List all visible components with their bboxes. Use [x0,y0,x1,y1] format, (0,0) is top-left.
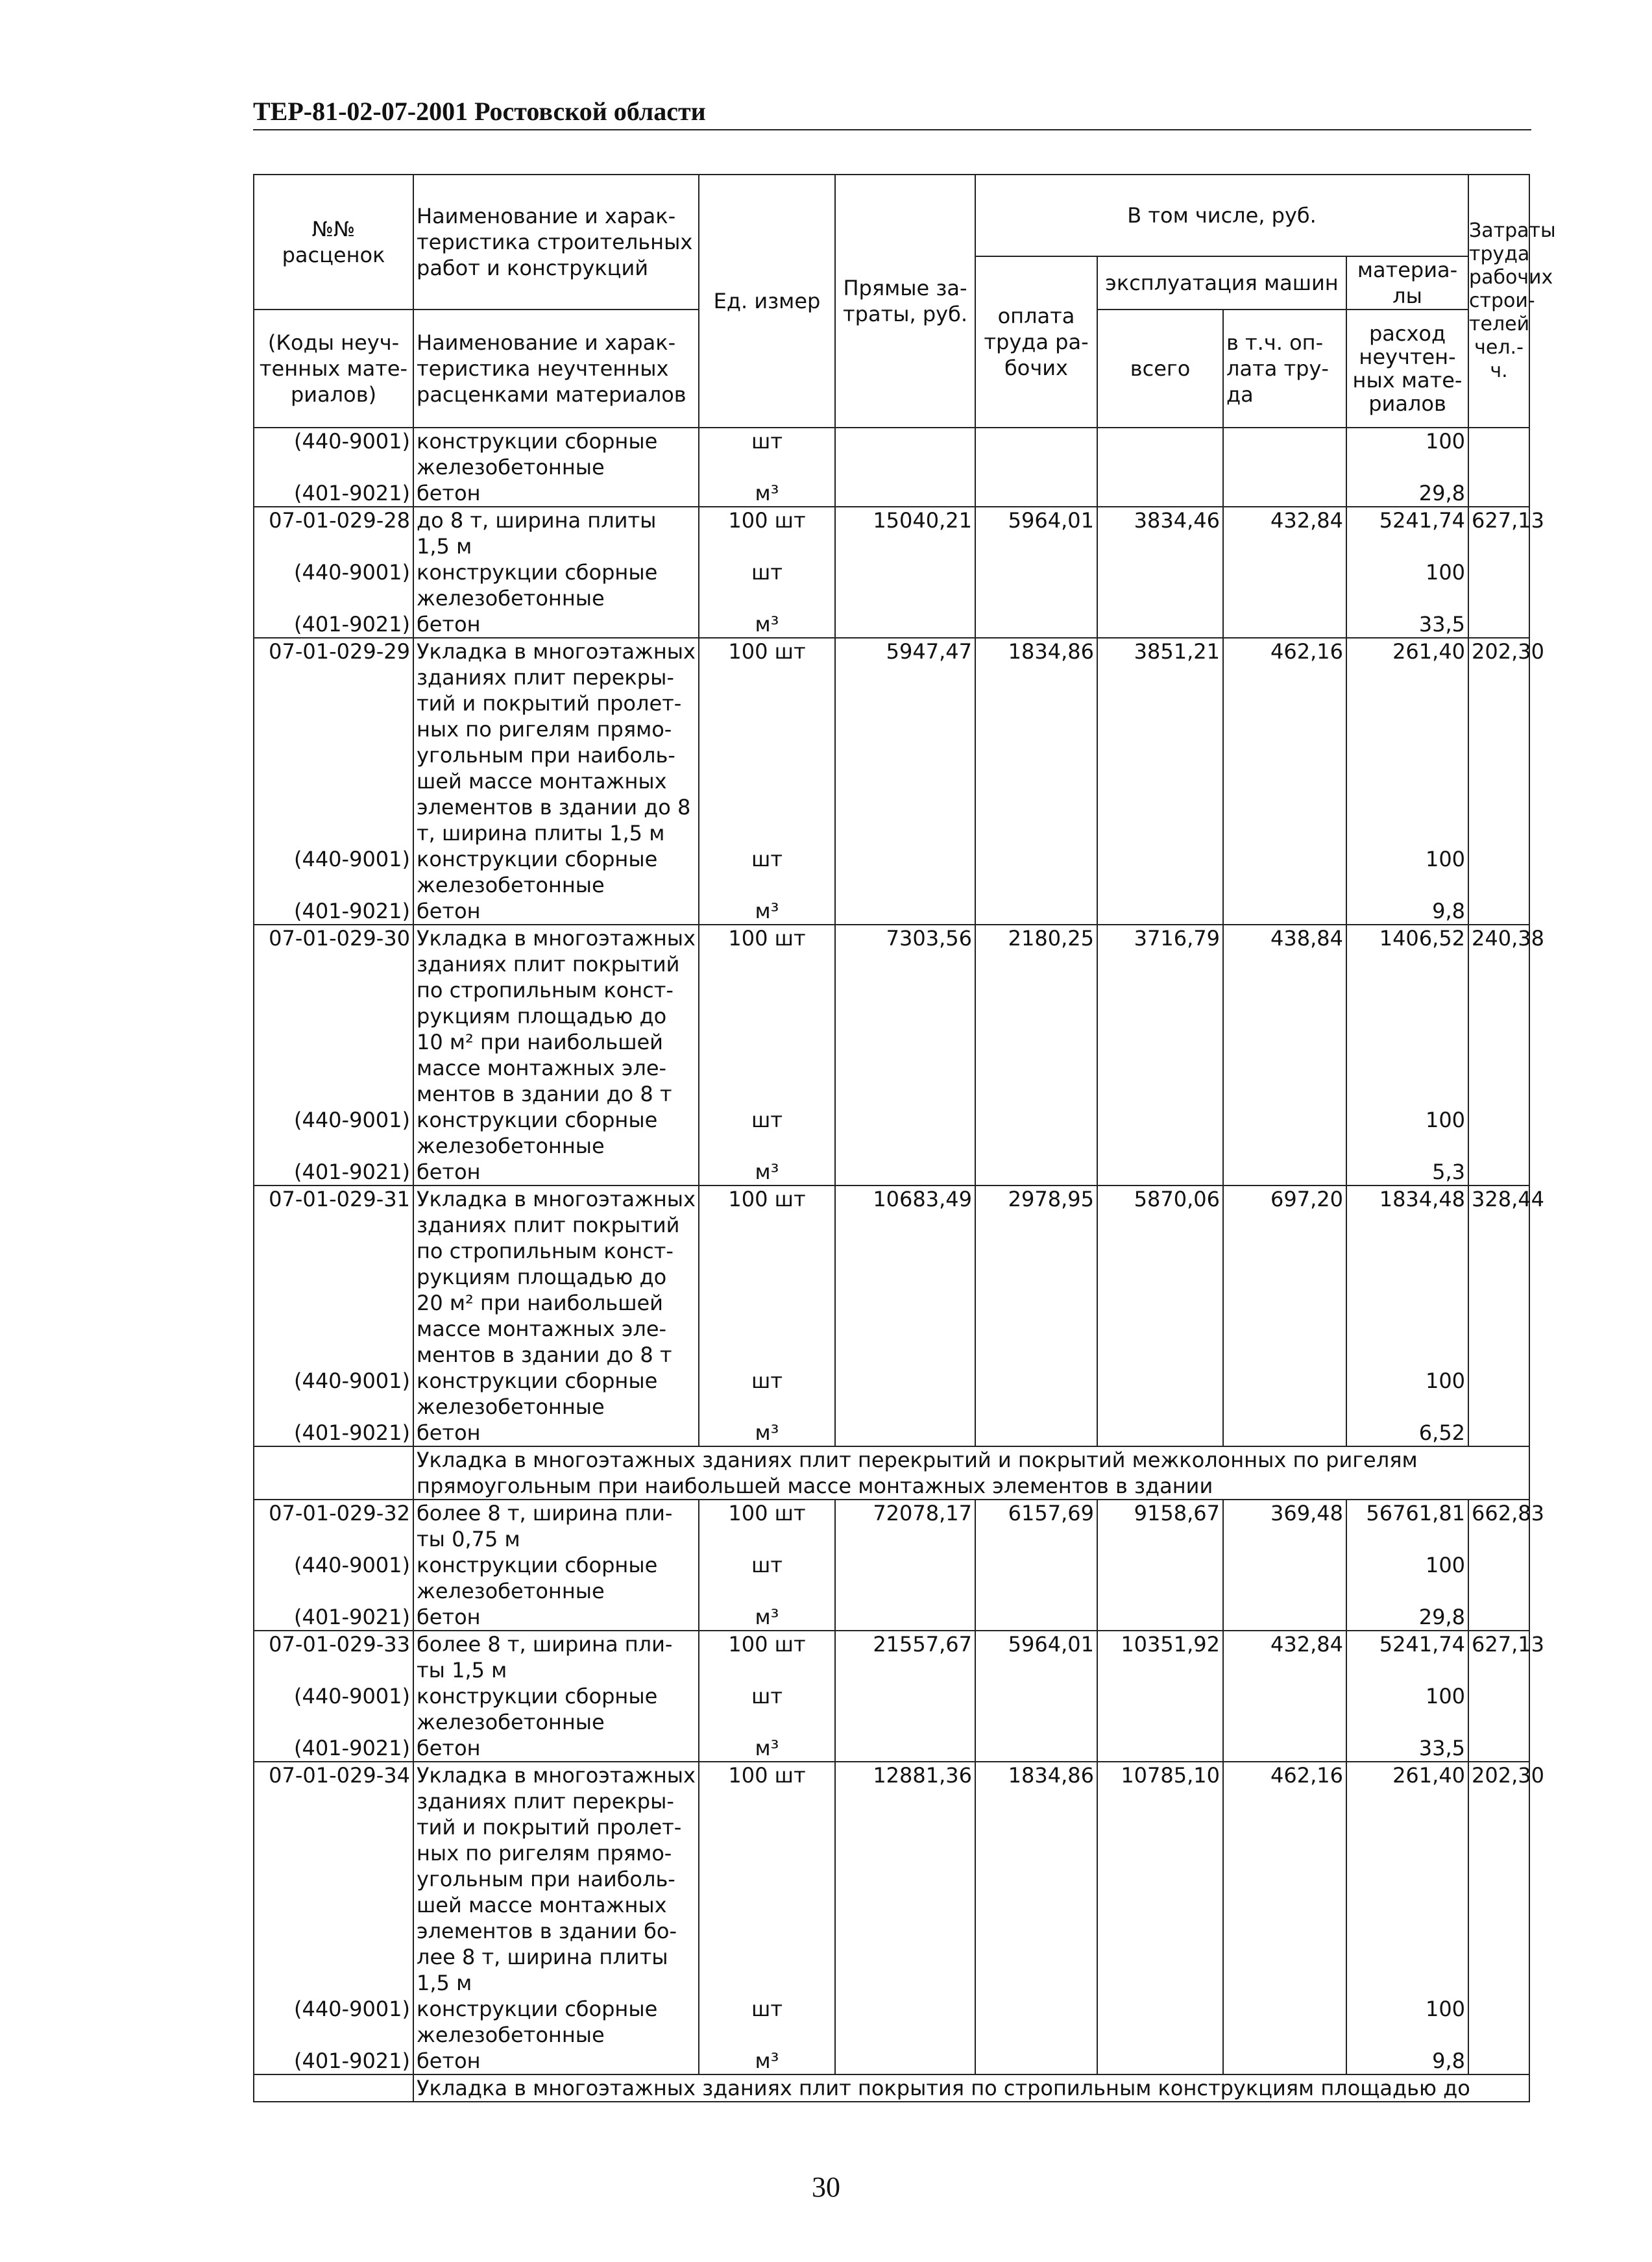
row-name: бетон [413,1159,699,1186]
row-labor-pay [975,1996,1097,2048]
row-name: бетон [413,2048,699,2074]
row-code: (440-9001) [254,1107,413,1159]
section-title: Укладка в многоэтажных зданиях плит покрытия по стропильным конструкциям площадью до [413,2074,1529,2102]
header-incl: В том числе, руб. [975,175,1468,256]
row-name: конструкции сборные железобетонные [413,1368,699,1420]
material-row [254,1735,1529,1762]
row-machines-labor [1223,1996,1346,2048]
row-direct-costs [835,480,975,507]
row-direct-costs: 7303,56 [835,925,975,1107]
row-direct-costs [835,2048,975,2074]
material-row [254,480,1529,507]
row-machines-labor [1223,1604,1346,1631]
row-labor-pay [975,480,1097,507]
row-machines-labor: 438,84 [1223,925,1346,1107]
row-direct-costs: 10683,49 [835,1186,975,1368]
row-labor-pay [975,1368,1097,1420]
section-row [254,2074,1529,2102]
row-code: 07-01-029-34 [254,1762,413,1996]
row-name: до 8 т, ширина плиты 1,5 м [413,507,699,559]
material-row [254,1996,1529,2048]
row-worker-hours [1468,1683,1529,1735]
header-materials: материа- лы [1346,256,1468,310]
row-name: Укладка в многоэтажных зданиях плит перекры- тий и покрытий пролет- ных по ригелям прямо- угольным при наиболь- шей массе монтажных элементов в здании до 8 т, ширина плиты 1,5 м [413,638,699,846]
header-name-main: Наименование и харак- теристика строительных работ и конструкций [413,175,699,310]
row-machines-labor [1223,1368,1346,1420]
row-worker-hours [1468,559,1529,611]
row-code: 07-01-029-32 [254,1500,413,1552]
row-machines-total [1097,1159,1223,1186]
row-direct-costs [835,1552,975,1604]
row-materials: 9,8 [1346,898,1468,925]
row-machines-total [1097,1107,1223,1159]
row-direct-costs [835,1735,975,1762]
material-row [254,1159,1529,1186]
row-direct-costs [835,428,975,480]
material-row [254,1107,1529,1159]
header-code-sub: (Коды неуч- тенных мате- риалов) [254,310,413,428]
row-machines-total [1097,1604,1223,1631]
row-direct-costs [835,1996,975,2048]
row-materials: 100 [1346,1996,1468,2048]
row-code: (401-9021) [254,1420,413,1446]
row-direct-costs [835,1683,975,1735]
row-labor-pay: 1834,86 [975,638,1097,846]
row-unit: м³ [699,1420,835,1446]
row-direct-costs [835,846,975,898]
row-machines-labor [1223,1683,1346,1735]
row-machines-total: 10351,92 [1097,1631,1223,1683]
row-name: конструкции сборные железобетонные [413,559,699,611]
rate-row [254,1762,1529,1996]
page-header: ТЕР-81-02-07-2001 Ростовской области [253,96,1531,130]
row-unit: м³ [699,1735,835,1762]
row-labor-pay [975,846,1097,898]
row-worker-hours: 627,13 [1468,507,1529,559]
row-labor-pay: 2180,25 [975,925,1097,1107]
row-machines-labor [1223,898,1346,925]
row-unit: м³ [699,480,835,507]
row-worker-hours [1468,1368,1529,1420]
row-direct-costs [835,611,975,638]
row-name: более 8 т, ширина пли- ты 1,5 м [413,1631,699,1683]
row-code: (440-9001) [254,1368,413,1420]
row-unit: шт [699,1107,835,1159]
row-machines-labor [1223,1552,1346,1604]
row-unit: 100 шт [699,925,835,1107]
row-machines-labor [1223,480,1346,507]
row-direct-costs [835,559,975,611]
row-unit: 100 шт [699,1186,835,1368]
row-name: бетон [413,1604,699,1631]
row-worker-hours: 662,83 [1468,1500,1529,1552]
row-code: (401-9021) [254,611,413,638]
row-materials: 9,8 [1346,2048,1468,2074]
row-materials: 261,40 [1346,638,1468,846]
row-materials: 100 [1346,1368,1468,1420]
section-row [254,1446,1529,1500]
material-row [254,559,1529,611]
row-machines-total: 3716,79 [1097,925,1223,1107]
row-direct-costs [835,1420,975,1446]
row-worker-hours: 202,30 [1468,1762,1529,1996]
row-machines-labor: 462,16 [1223,1762,1346,1996]
rate-row [254,507,1529,559]
row-worker-hours [1468,1604,1529,1631]
row-machines-labor: 462,16 [1223,638,1346,846]
header-machines-labor: в т.ч. оп- лата тру- да [1223,310,1346,428]
row-machines-total [1097,1368,1223,1420]
row-code: (440-9001) [254,1683,413,1735]
row-labor-pay [975,559,1097,611]
rate-row [254,925,1529,1107]
row-direct-costs: 21557,67 [835,1631,975,1683]
header-machines-total: всего [1097,310,1223,428]
row-machines-total [1097,559,1223,611]
row-name: бетон [413,1735,699,1762]
row-code: (440-9001) [254,1552,413,1604]
row-direct-costs [835,1159,975,1186]
row-name: бетон [413,898,699,925]
row-unit: м³ [699,2048,835,2074]
row-machines-total [1097,611,1223,638]
row-labor-pay [975,1735,1097,1762]
row-worker-hours [1468,1107,1529,1159]
row-unit: шт [699,1552,835,1604]
row-code: (401-9021) [254,1735,413,1762]
row-worker-hours: 328,44 [1468,1186,1529,1368]
row-code: 07-01-029-33 [254,1631,413,1683]
header-direct-costs: Прямые за- траты, руб. [835,175,975,428]
rate-row [254,1186,1529,1368]
row-unit: м³ [699,1604,835,1631]
row-worker-hours [1468,846,1529,898]
header-labor-pay: оплата труда ра- бочих [975,256,1097,428]
row-labor-pay [975,1604,1097,1631]
material-row [254,1552,1529,1604]
row-labor-pay [975,611,1097,638]
row-worker-hours [1468,1552,1529,1604]
row-code: 07-01-029-28 [254,507,413,559]
section-title: Укладка в многоэтажных зданиях плит перекрытий и покрытий межколонных по ригелям прямоугольным при наибольшей массе монтажных элементов в здании [413,1446,1529,1500]
row-machines-total [1097,428,1223,480]
row-machines-total [1097,1420,1223,1446]
row-code: (401-9021) [254,898,413,925]
row-labor-pay: 2978,95 [975,1186,1097,1368]
row-materials: 56761,81 [1346,1500,1468,1552]
row-code: (440-9001) [254,846,413,898]
row-materials: 1834,48 [1346,1186,1468,1368]
row-labor-pay [975,1107,1097,1159]
row-worker-hours [1468,898,1529,925]
row-unit: 100 шт [699,1762,835,1996]
row-unit: 100 шт [699,1631,835,1683]
row-labor-pay [975,1420,1097,1446]
row-worker-hours: 202,30 [1468,638,1529,846]
material-row [254,611,1529,638]
row-machines-total [1097,846,1223,898]
rate-row [254,1631,1529,1683]
row-machines-labor [1223,2048,1346,2074]
row-labor-pay: 1834,86 [975,1762,1097,1996]
row-unit: шт [699,1683,835,1735]
row-worker-hours: 627,13 [1468,1631,1529,1683]
row-unit: м³ [699,898,835,925]
row-materials: 5241,74 [1346,1631,1468,1683]
row-labor-pay [975,1552,1097,1604]
row-machines-total: 3851,21 [1097,638,1223,846]
row-unit: шт [699,1996,835,2048]
row-name: Укладка в многоэтажных зданиях плит покрытий по стропильным конст- рукциям площадью до 20 м² при наибольшей массе монтажных эле- ментов в здании до 8 т [413,1186,699,1368]
row-labor-pay: 5964,01 [975,1631,1097,1683]
row-labor-pay [975,1683,1097,1735]
row-machines-labor: 432,84 [1223,507,1346,559]
rate-row [254,1500,1529,1552]
row-unit: 100 шт [699,1500,835,1552]
row-code: (401-9021) [254,1604,413,1631]
header-unit: Ед. измер [699,175,835,428]
row-materials: 5,3 [1346,1159,1468,1186]
row-worker-hours [1468,1420,1529,1446]
row-direct-costs [835,1107,975,1159]
row-name: конструкции сборные железобетонные [413,846,699,898]
row-machines-labor [1223,1735,1346,1762]
row-name: бетон [413,1420,699,1446]
row-code: 07-01-029-30 [254,925,413,1107]
row-machines-labor: 369,48 [1223,1500,1346,1552]
material-row [254,1420,1529,1446]
row-direct-costs [835,1604,975,1631]
row-materials: 33,5 [1346,1735,1468,1762]
rate-row [254,638,1529,846]
row-labor-pay [975,898,1097,925]
row-name: более 8 т, ширина пли- ты 0,75 м [413,1500,699,1552]
row-code: 07-01-029-29 [254,638,413,846]
header-machines: эксплуатация машин [1097,256,1346,310]
row-direct-costs: 5947,47 [835,638,975,846]
row-machines-total [1097,480,1223,507]
row-materials: 100 [1346,1552,1468,1604]
row-machines-labor [1223,559,1346,611]
row-worker-hours: 240,38 [1468,925,1529,1107]
row-code: (440-9001) [254,428,413,480]
row-direct-costs: 12881,36 [835,1762,975,1996]
section-blank-cell [254,2074,413,2102]
row-unit: м³ [699,611,835,638]
row-direct-costs: 72078,17 [835,1500,975,1552]
row-code: (401-9021) [254,2048,413,2074]
row-worker-hours [1468,2048,1529,2074]
row-name: конструкции сборные железобетонные [413,1996,699,2048]
row-materials: 1406,52 [1346,925,1468,1107]
row-worker-hours [1468,480,1529,507]
row-code: 07-01-029-31 [254,1186,413,1368]
row-unit: шт [699,1368,835,1420]
row-materials: 100 [1346,1107,1468,1159]
row-materials: 100 [1346,846,1468,898]
row-machines-labor [1223,611,1346,638]
row-worker-hours [1468,1159,1529,1186]
row-direct-costs [835,1368,975,1420]
row-materials: 261,40 [1346,1762,1468,1996]
row-machines-labor [1223,1107,1346,1159]
row-unit: шт [699,428,835,480]
row-materials: 100 [1346,428,1468,480]
header-code-main: №№ расценок [254,175,413,310]
page-number: 30 [812,2171,840,2203]
row-name: бетон [413,611,699,638]
table-body [254,428,1544,2102]
row-name: Укладка в многоэтажных зданиях плит покрытий по стропильным конст- рукциям площадью до 10 м² при наибольшей массе монтажных эле- ментов в здании до 8 т [413,925,699,1107]
row-machines-total [1097,1735,1223,1762]
row-labor-pay: 6157,69 [975,1500,1097,1552]
row-labor-pay [975,2048,1097,2074]
row-materials: 100 [1346,1683,1468,1735]
row-machines-labor [1223,1420,1346,1446]
section-blank-cell [254,1446,413,1500]
row-machines-total [1097,1683,1223,1735]
row-name: конструкции сборные железобетонные [413,428,699,480]
row-name: конструкции сборные железобетонные [413,1683,699,1735]
row-name: Укладка в многоэтажных зданиях плит перекры- тий и покрытий пролет- ных по ригелям прямо- угольным при наиболь- шей массе монтажных элементов в здании бо- лее 8 т, ширина плиты 1,5 м [413,1762,699,1996]
header-worker-hours: Затраты труда рабочих строи- телей чел.-ч. [1468,175,1529,428]
row-unit: 100 шт [699,638,835,846]
row-worker-hours [1468,1735,1529,1762]
row-machines-total: 10785,10 [1097,1762,1223,1996]
row-unit: шт [699,559,835,611]
row-unit: м³ [699,1159,835,1186]
row-worker-hours [1468,611,1529,638]
material-row [254,846,1529,898]
row-materials: 33,5 [1346,611,1468,638]
material-row [254,1604,1529,1631]
row-name: конструкции сборные железобетонные [413,1552,699,1604]
row-machines-total [1097,2048,1223,2074]
material-row [254,1368,1529,1420]
row-unit: 100 шт [699,507,835,559]
row-code: (401-9021) [254,480,413,507]
header-name-sub: Наименование и харак- теристика неучтенных расценками материалов [413,310,699,428]
row-unit: шт [699,846,835,898]
row-code: (440-9001) [254,559,413,611]
row-machines-labor: 697,20 [1223,1186,1346,1368]
row-materials: 29,8 [1346,480,1468,507]
row-machines-labor: 432,84 [1223,1631,1346,1683]
row-direct-costs: 15040,21 [835,507,975,559]
row-worker-hours [1468,428,1529,480]
rates-table [253,174,1556,2102]
row-machines-total: 5870,06 [1097,1186,1223,1368]
row-materials: 100 [1346,559,1468,611]
row-worker-hours [1468,1996,1529,2048]
material-row [254,898,1529,925]
row-materials: 5241,74 [1346,507,1468,559]
row-machines-labor [1223,428,1346,480]
row-name: бетон [413,480,699,507]
row-labor-pay [975,1159,1097,1186]
row-materials: 29,8 [1346,1604,1468,1631]
row-name: конструкции сборные железобетонные [413,1107,699,1159]
row-machines-total [1097,1996,1223,2048]
material-row [254,428,1529,480]
row-machines-total [1097,1552,1223,1604]
material-row [254,2048,1529,2074]
row-code: (440-9001) [254,1996,413,2048]
header-material-expense: расход неучтен- ных мате- риалов [1346,310,1468,428]
row-labor-pay: 5964,01 [975,507,1097,559]
row-machines-labor [1223,846,1346,898]
row-code: (401-9021) [254,1159,413,1186]
row-machines-labor [1223,1159,1346,1186]
material-row [254,1683,1529,1735]
row-direct-costs [835,898,975,925]
row-machines-total [1097,898,1223,925]
row-machines-total: 3834,46 [1097,507,1223,559]
row-labor-pay [975,428,1097,480]
row-machines-total: 9158,67 [1097,1500,1223,1552]
row-materials: 6,52 [1346,1420,1468,1446]
